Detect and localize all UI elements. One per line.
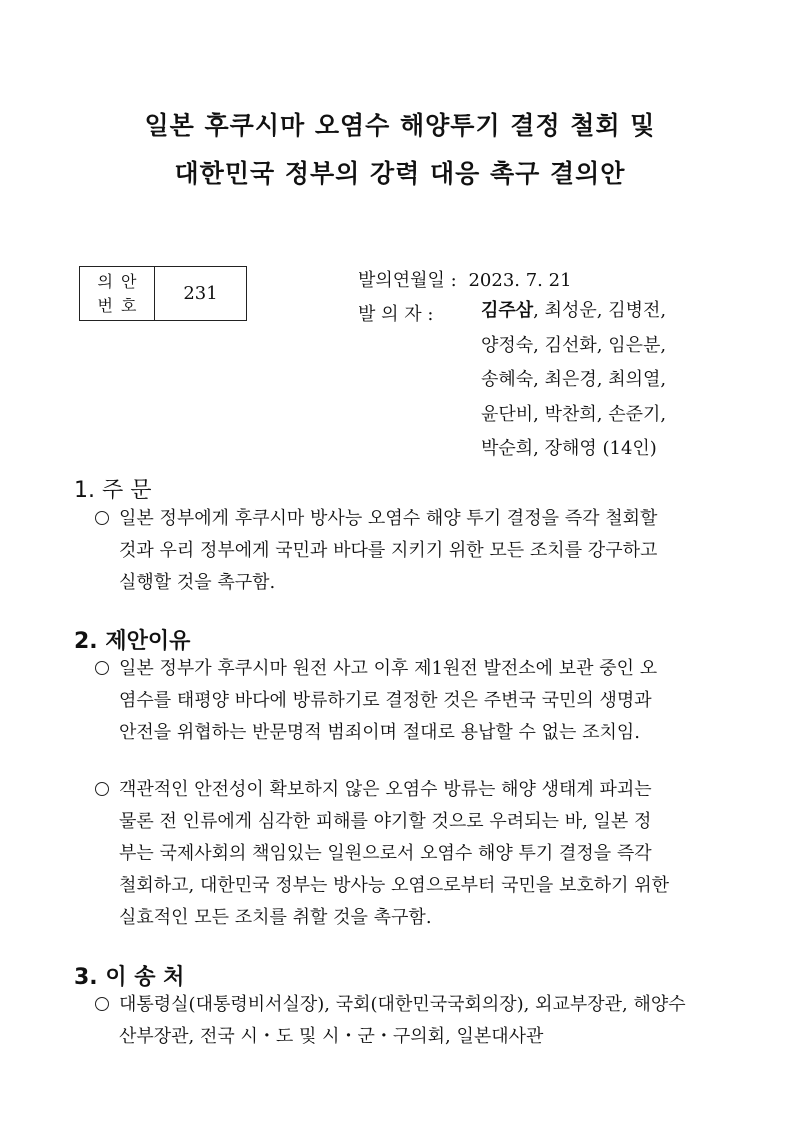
proposer-line: 김주삼, 최성운, 김병전, — [481, 300, 667, 321]
section-2-paragraph-1: 일본 정부가 후쿠시마 원전 사고 이후 제1원전 발전소에 보관 중인 오 염수를 태평양 바다에 방류하기로 결정한 것은 주변국 국민의 생명과 안전을 위협하는 반문명적 범죄이며 절대로 용납할 수 없는 조치임. — [95, 653, 745, 749]
proposer-label: 발 의 자 : — [358, 304, 434, 325]
proposer-line: 송혜숙, 최은경, 최의열, — [481, 369, 667, 390]
proposer-line: 윤단비, 박찬희, 손준기, — [481, 403, 667, 425]
document-title-line-1: 일본 후쿠시마 오염수 해양투기 결정 철회 및 — [144, 111, 656, 140]
proposer-line: 양정숙, 김선화, 임은분, — [481, 334, 667, 356]
section-heading-reason: 2. 제안이유 — [74, 629, 191, 654]
section-heading-main-text: 1. 주 문 — [74, 478, 152, 503]
bill-number-value: 231 — [183, 283, 218, 304]
section-3-paragraph: 대통령실(대통령비서실장), 국회(대한민국국회의장), 외교부장관, 해양수 산부장관, 전국 시・도 및 시・군・구의회, 일본대사관 — [95, 989, 745, 1053]
proposer-list — [481, 294, 666, 467]
section-1-paragraph: 일본 정부에게 후쿠시마 방사능 오염수 해양 투기 결정을 즉각 철회할 것과 우리 정부에게 국민과 바다를 지키기 위한 모든 조치를 강구하고 실행할 것을 촉구함. — [95, 503, 745, 599]
bill-number-label — [80, 267, 155, 320]
section-heading-recipients: 3. 이 송 처 — [74, 965, 185, 990]
circle-bullet-icon — [95, 661, 109, 675]
section-2-paragraph-2: 객관적인 안전성이 확보하지 않은 오염수 방류는 해양 생태계 파괴는 물론 전 인류에게 심각한 피해를 야기할 것으로 우려되는 바, 일본 정 부는 국제사회의 책임있는 일원으로서 오염수 해양 투기 결정을 즉각 철회하고, 대한민국 정부는 방사능 오염으로부터 국민을 보호하기 위한 실효적인 모든 조치를 취할 것을 촉구함. — [95, 774, 745, 934]
proposal-date-value: 2023. 7. 21 — [468, 270, 572, 291]
bill-label-line-1: 의안 — [97, 271, 145, 291]
document-title-line-2: 대한민국 정부의 강력 대응 촉구 결의안 — [174, 159, 626, 188]
proposer-line: 박순희, 장해영 (14인) — [481, 438, 657, 459]
circle-bullet-icon — [95, 782, 109, 796]
proposal-date-label: 발의연월일 : — [358, 270, 457, 291]
proposal-date-row — [358, 266, 572, 292]
bill-number-box — [79, 266, 247, 321]
circle-bullet-icon — [95, 997, 109, 1011]
bill-label-line-2: 번호 — [97, 295, 145, 315]
circle-bullet-icon — [95, 511, 109, 525]
